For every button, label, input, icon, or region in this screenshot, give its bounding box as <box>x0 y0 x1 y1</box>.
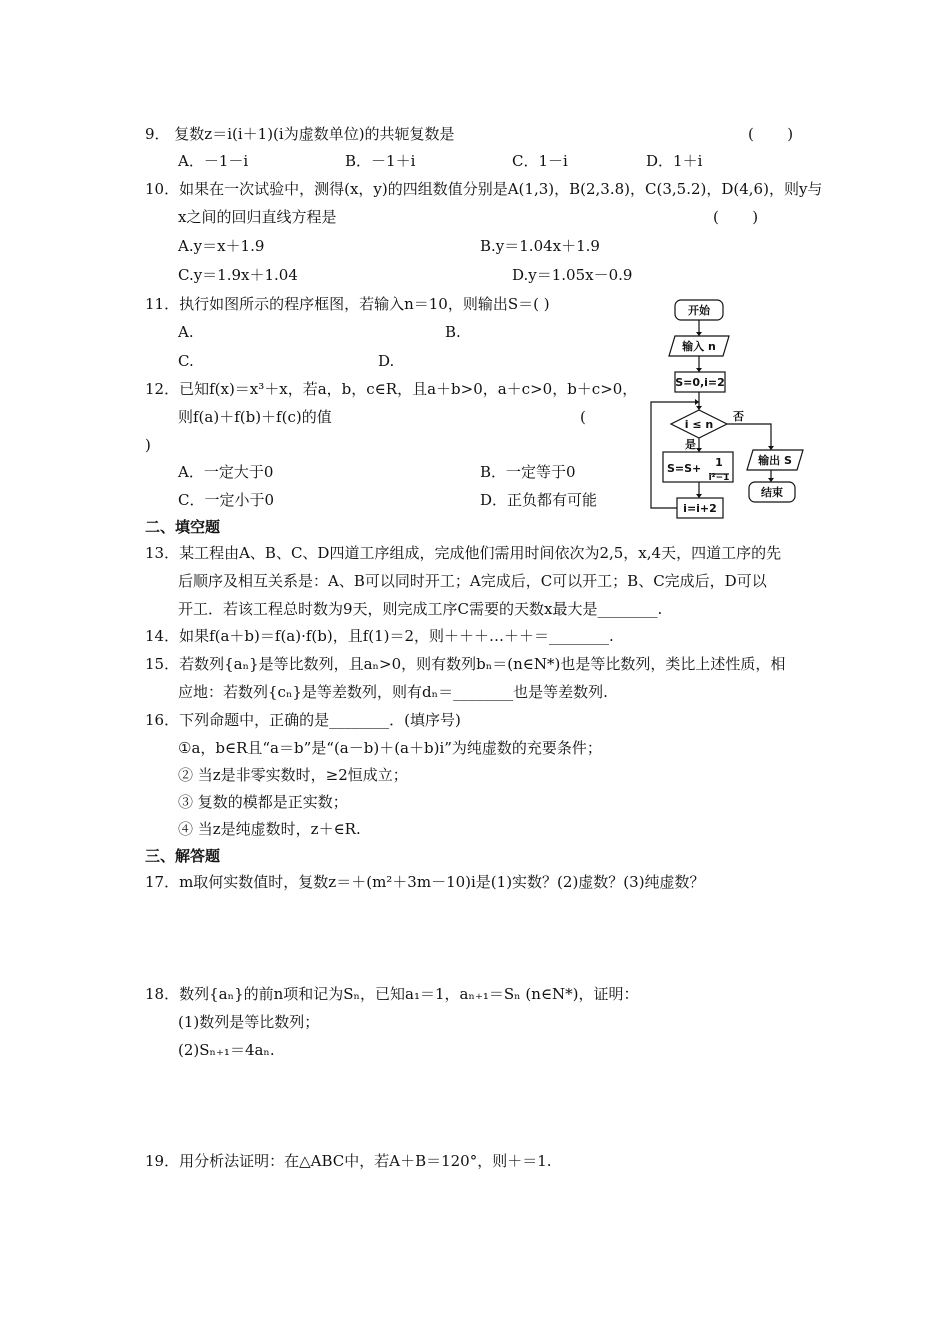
q9-option-a: A．－1－i <box>178 152 249 170</box>
q11-option-c: C. <box>178 352 194 370</box>
q11-option-a: A. <box>178 323 194 341</box>
flowchart-yes-label: 是 <box>685 438 696 451</box>
q16-item-4: ④ 当z是纯虚数时，z＋∈R. <box>178 820 361 838</box>
flowchart-fraction-denominator: i²−1 <box>708 473 730 483</box>
q9-option-d: D．1＋i <box>646 152 703 170</box>
flowchart-update-i-label: i=i+2 <box>683 502 717 515</box>
q12-paren-open: ( <box>580 408 586 426</box>
q19-stem: 19．用分析法证明：在△ABC中，若A＋B＝120°，则＋＝1. <box>145 1152 552 1170</box>
program-flowchart <box>645 296 825 532</box>
q10-answer-paren: ( ) <box>713 208 759 226</box>
q10-stem-line1: 10．如果在一次试验中，测得(x，y)的四组数值分别是A(1,3)，B(2,3.8)，C(3,5.2)，D(4,6)，则y与 <box>145 180 823 198</box>
q16-item-2: ② 当z是非零实数时，≥2恒成立； <box>178 766 408 784</box>
flowchart-start-label: 开始 <box>688 304 710 317</box>
q12-option-b: B．一定等于0 <box>480 463 576 481</box>
q10-stem-line2: x之间的回归直线方程是 <box>178 208 337 226</box>
q12-option-d: D．正负都有可能 <box>480 491 598 509</box>
flowchart-fraction-numerator: 1 <box>715 456 723 469</box>
q9-option-c: C．1－i <box>512 152 568 170</box>
q13-line3: 开工．若该工程总时数为9天，则完成工序C需要的天数x最大是________. <box>178 600 663 618</box>
q12-stem-line2: 则f(a)＋f(b)＋f(c)的值 <box>178 408 332 426</box>
q9-stem: 9． 复数z＝i(i＋1)(i为虚数单位)的共轭复数是 <box>145 125 455 143</box>
flowchart-init-label: S=0,i=2 <box>675 376 725 389</box>
q9-option-b: B．－1＋i <box>345 152 416 170</box>
q17-stem: 17．m取何实数值时，复数z＝＋(m²＋3m－10)i是(1)实数？(2)虚数？(3)纯虚数？ <box>145 873 705 891</box>
flowchart-input-label: 输入 n <box>682 340 716 353</box>
q18-stem: 18．数列{aₙ}的前n项和记为Sₙ，已知a₁＝1，aₙ₊₁＝Sₙ (n∈N*)，证明： <box>145 985 639 1003</box>
q11-option-d: D. <box>378 352 395 370</box>
q15-line1: 15．若数列{aₙ}是等比数列，且aₙ>0，则有数列bₙ＝(n∈N*)也是等比数列，类比上述性质，相 <box>145 655 786 673</box>
q12-option-a: A．一定大于0 <box>178 463 274 481</box>
q10-option-c: C.y＝1.9x＋1.04 <box>178 266 298 284</box>
flowchart-end-label: 结束 <box>761 486 783 499</box>
q14-stem: 14．如果f(a＋b)＝f(a)·f(b)，且f(1)＝2，则＋＋＋…＋＋＝________. <box>145 627 614 645</box>
q12-option-c: C．一定小于0 <box>178 491 275 509</box>
q13-line1: 13．某工程由A、B、C、D四道工序组成，完成他们需用时间依次为2,5，x,4天，四道工序的先 <box>145 544 782 562</box>
q11-stem: 11．执行如图所示的程序框图，若输入n＝10，则输出S＝( ) <box>145 295 550 313</box>
q16-stem: 16．下列命题中，正确的是________．(填序号) <box>145 711 461 729</box>
flowchart-no-label: 否 <box>733 410 744 423</box>
q11-option-b: B. <box>445 323 461 341</box>
q10-option-d: D.y＝1.05x－0.9 <box>512 266 633 284</box>
q18-part2: (2)Sₙ₊₁＝4aₙ. <box>178 1041 275 1059</box>
q13-line2: 后顺序及相互关系是：A、B可以同时开工；A完成后，C可以开工；B、C完成后，D可以 <box>178 572 767 590</box>
flowchart-output-label: 输出 S <box>758 454 792 467</box>
q9-answer-paren: ( ) <box>748 125 794 143</box>
q12-stem-line1: 12．已知f(x)＝x³＋x，若a，b，c∈R，且a＋b>0，a＋c>0，b＋c>0， <box>145 380 638 398</box>
q12-paren-close: ) <box>145 436 151 454</box>
q16-item-1: ①a，b∈R且“a＝b”是“(a－b)＋(a＋b)i”为纯虚数的充要条件； <box>178 739 602 757</box>
q16-item-3: ③ 复数的模都是正实数； <box>178 793 348 811</box>
q18-part1: (1)数列是等比数列； <box>178 1013 320 1031</box>
flowchart-condition-label: i ≤ n <box>684 418 714 431</box>
section-solution-heading: 三、解答题 <box>145 847 221 865</box>
q10-option-a: A.y＝x＋1.9 <box>178 237 265 255</box>
q15-line2: 应地：若数列{cₙ}是等差数列，则有dₙ＝________也是等差数列. <box>178 683 608 701</box>
flowchart-update-s-label: S=S+ <box>667 462 702 475</box>
section-fill-in-heading: 二、填空题 <box>145 518 221 536</box>
q10-option-b: B.y＝1.04x＋1.9 <box>480 237 600 255</box>
